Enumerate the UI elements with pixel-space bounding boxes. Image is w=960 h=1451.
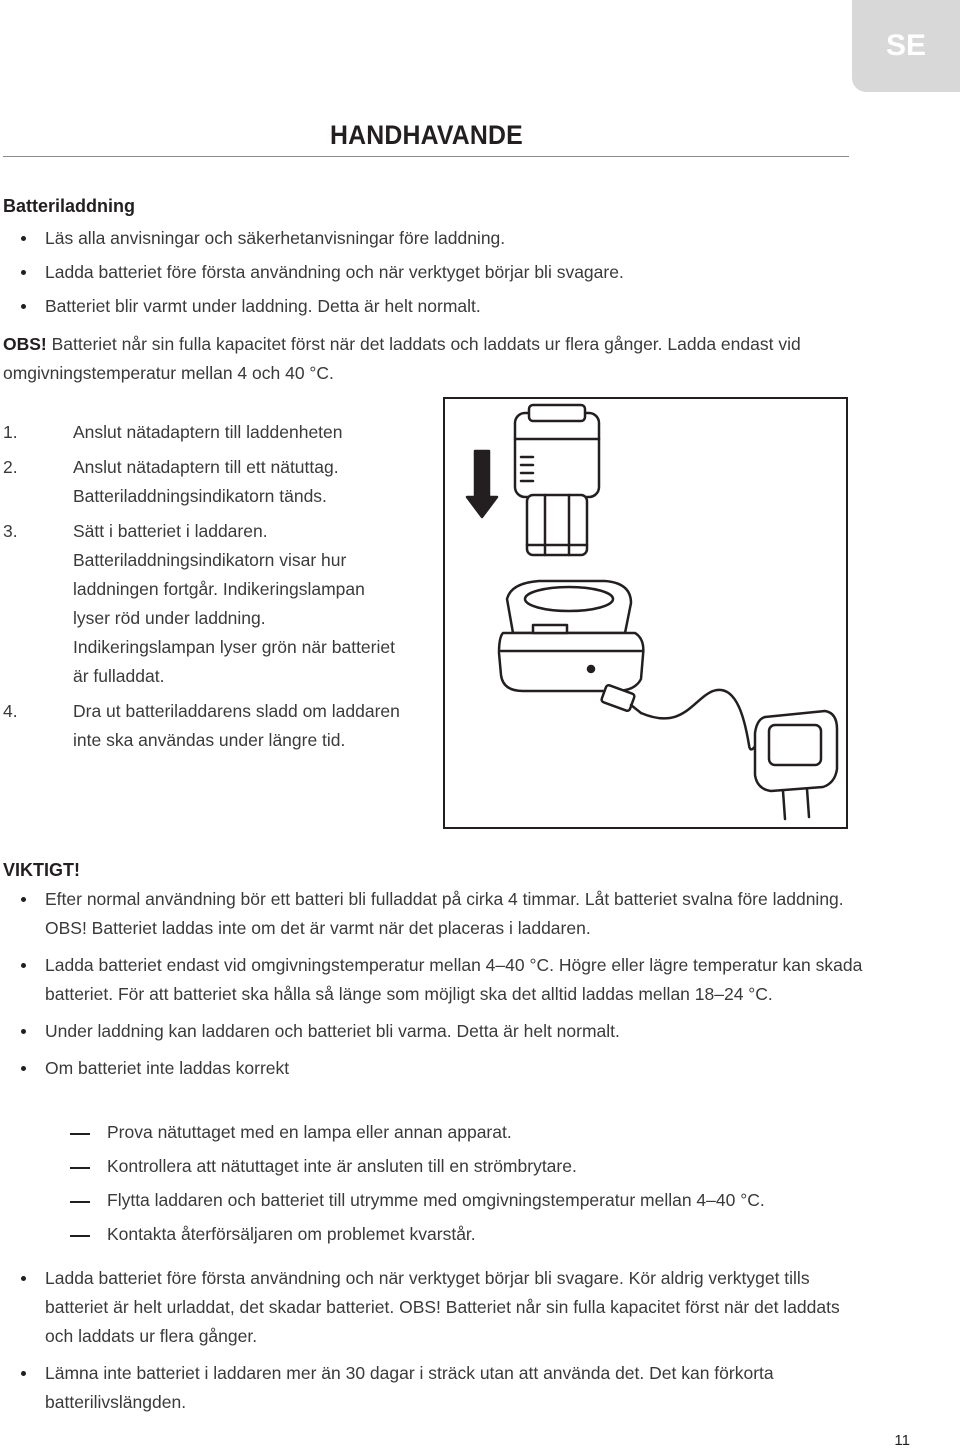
step-number: 1. bbox=[3, 422, 18, 442]
battery-icon bbox=[515, 405, 599, 555]
dc-plug-icon bbox=[601, 684, 641, 713]
step-text: Anslut nätadaptern till laddenheten bbox=[73, 422, 343, 442]
step-item bbox=[3, 418, 403, 447]
step-text: Sätt i batteriet i laddaren. Batteriladdningsindikatorn visar hur laddningen fortgår. Indikeringslampan lyser röd under laddning. Indikeringslampan lyser grön när batteriet är fulladdat. bbox=[73, 521, 395, 686]
down-arrow-icon bbox=[467, 451, 497, 517]
page-title: HANDHAVANDE bbox=[330, 120, 523, 150]
list-item: Flytta laddaren och batteriet till utrymme med omgivningstemperatur mellan 4–40 °C. bbox=[3, 1186, 863, 1215]
language-tab: SE bbox=[852, 0, 960, 92]
list-item: Om batteriet inte laddas korrekt bbox=[3, 1054, 873, 1083]
list-item: Efter normal användning bör ett batteri bli fulladdat på cirka 4 timmar. Låt batteriet svalna före laddning. OBS! Batteriet laddas inte om det är varmt när det placeras i laddaren. bbox=[3, 885, 873, 943]
obs-label: OBS! bbox=[3, 334, 47, 354]
power-adapter-icon bbox=[755, 711, 837, 819]
step-text: Dra ut batteriladdarens sladd om laddaren inte ska användas under längre tid. bbox=[73, 701, 400, 750]
list-item: Ladda batteriet endast vid omgivningstemperatur mellan 4–40 °C. Högre eller lägre temperatur kan skada batteriet. För att batteriet ska hålla så länge som möjligt ska det alltid laddas mellan 18–24 °C. bbox=[3, 951, 873, 1009]
section-heading-viktigt: VIKTIGT! bbox=[3, 860, 80, 880]
list-item: Prova nätuttaget med en lampa eller annan apparat. bbox=[3, 1118, 863, 1147]
step-number: 3. bbox=[3, 521, 18, 541]
step-text: Anslut nätadaptern till ett nätuttag. Batteriladdningsindikatorn tänds. bbox=[73, 457, 339, 506]
charging-bullet-list bbox=[3, 224, 843, 321]
list-item: Ladda batteriet före första användning och när verktyget börjar bli svagare. Kör aldrig verktyget tills batteriet är helt urladdat, det skadar batteriet. OBS! Batteriet når sin fulla kapacitet först när det laddats och laddats ur flera gånger. bbox=[3, 1264, 863, 1351]
steps-list bbox=[3, 418, 403, 755]
troubleshooting-dash-list bbox=[3, 1118, 863, 1249]
page-number: 11 bbox=[894, 1432, 910, 1449]
list-item: Kontrollera att nätuttaget inte är ansluten till en strömbrytare. bbox=[3, 1152, 863, 1181]
step-number: 2. bbox=[3, 457, 18, 477]
list-item: Ladda batteriet före första användning och när verktyget börjar bli svagare. bbox=[3, 258, 843, 287]
list-item: Under laddning kan laddaren och batteriet bli varma. Detta är helt normalt. bbox=[3, 1017, 873, 1046]
section-heading-batteriladdning: Batteriladdning bbox=[3, 196, 136, 216]
list-item: Kontakta återförsäljaren om problemet kvarstår. bbox=[3, 1220, 863, 1249]
charger-illustration bbox=[443, 397, 848, 829]
charger-base-icon bbox=[499, 581, 643, 691]
list-item: Läs alla anvisningar och säkerhetanvisningar före laddning. bbox=[3, 224, 843, 253]
obs-text: Batteriet når sin fulla kapacitet först när det laddats och laddats ur flera gånger. Ladda endast vid omgivningstemperatur mellan 4 och 40 °C. bbox=[3, 334, 801, 383]
important-bullet-list-a bbox=[3, 885, 873, 1083]
important-bullet-list-b bbox=[3, 1264, 863, 1417]
step-item bbox=[3, 697, 403, 755]
step-item bbox=[3, 453, 403, 511]
obs-note bbox=[3, 330, 843, 388]
step-number: 4. bbox=[3, 701, 18, 721]
charger-illustration-svg bbox=[445, 399, 846, 827]
list-item: Batteriet blir varmt under laddning. Detta är helt normalt. bbox=[3, 292, 843, 321]
title-divider bbox=[3, 156, 849, 157]
list-item: Lämna inte batteriet i laddaren mer än 30 dagar i sträck utan att använda det. Det kan förkorta batterilivslängden. bbox=[3, 1359, 863, 1417]
step-item bbox=[3, 517, 403, 691]
